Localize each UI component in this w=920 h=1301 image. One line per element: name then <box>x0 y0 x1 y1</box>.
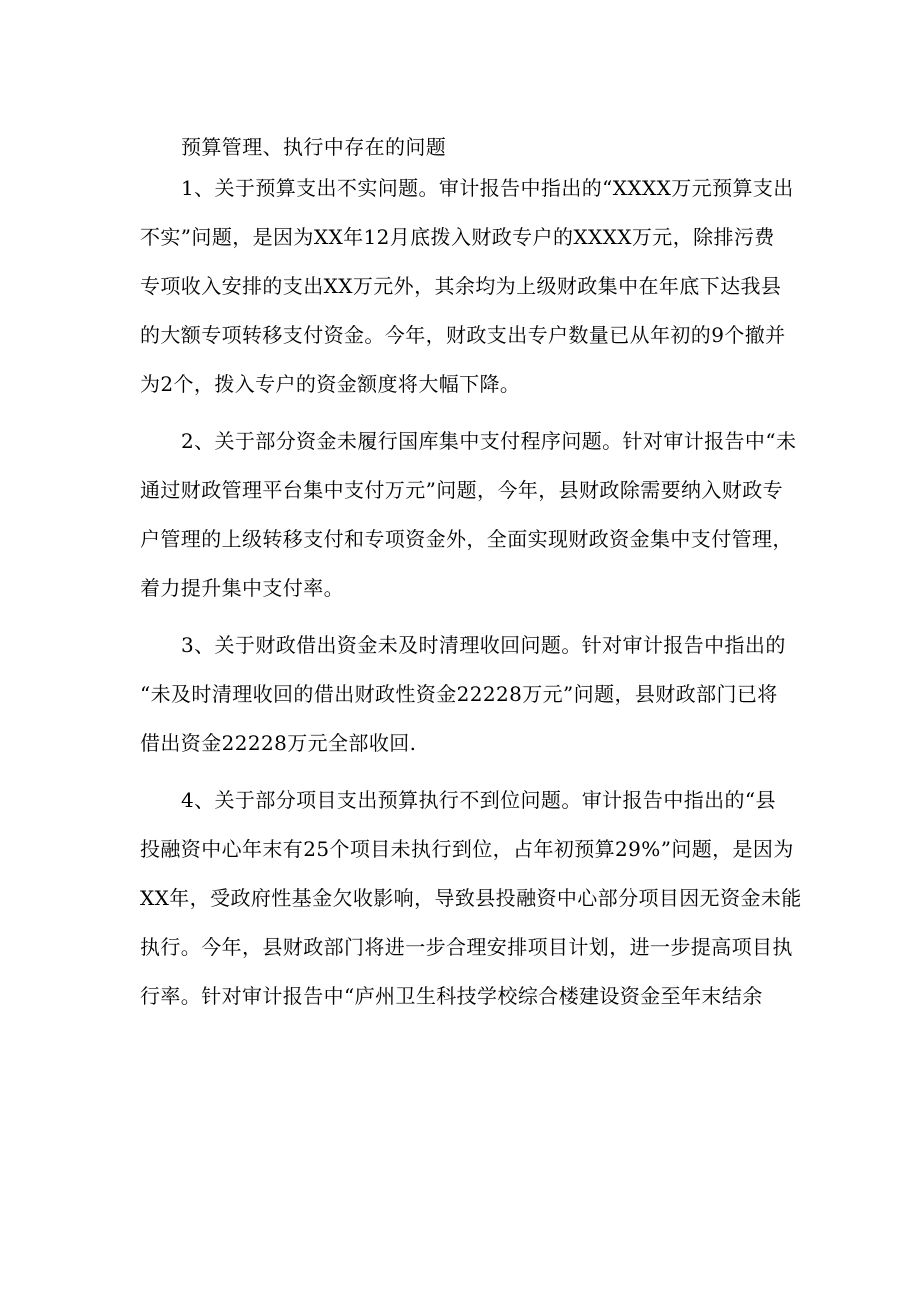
paragraph-4-line-4: 执行。今年，县财政部门将进一步合理安排项目计划，进一步提高项目执 <box>140 935 793 959</box>
paragraph-1-line-2: 不实”问题，是因为XX年12月底拨入财政专户的XXXX万元，除排污费 <box>140 225 775 249</box>
paragraph-3-line-2: “未及时清理收回的借出财政性资金22228万元”问题，县财政部门已将 <box>140 682 778 706</box>
paragraph-3-line-3: 借出资金22228万元全部收回. <box>140 731 417 755</box>
paragraph-2-line-4: 着力提升集中支付率。 <box>140 576 344 600</box>
section-heading: 预算管理、执行中存在的问题 <box>181 135 447 159</box>
paragraph-2-line-2: 通过财政管理平台集中支付万元”问题，今年，县财政除需要纳入财政专 <box>140 478 784 502</box>
paragraph-1-line-3: 专项收入安排的支出XX万元外，其余均为上级财政集中在年底下达我县 <box>140 274 782 298</box>
paragraph-2-line-1: 2、关于部分资金未履行国库集中支付程序问题。针对审计报告中“未 <box>181 429 797 453</box>
paragraph-4-line-5: 行率。针对审计报告中“庐州卫生科技学校综合楼建设资金至年末结余 <box>140 984 763 1008</box>
paragraph-2-line-3: 户管理的上级转移支付和专项资金外，全面实现财政资金集中支付管理， <box>140 527 793 551</box>
paragraph-4-line-1: 4、关于部分项目支出预算执行不到位问题。审计报告中指出的“县 <box>181 788 776 812</box>
paragraph-4-line-3: XX年，受政府性基金欠收影响，导致县投融资中心部分项目因无资金未能 <box>140 886 802 910</box>
paragraph-1-line-5: 为2个，拨入专户的资金额度将大幅下降。 <box>140 372 521 396</box>
paragraph-1-line-4: 的大额专项转移支付资金。今年，财政支出专户数量已从年初的9个撤并 <box>140 323 786 347</box>
paragraph-1-line-1: 1、关于预算支出不实问题。审计报告中指出的“XXXX万元预算支出 <box>181 176 794 200</box>
paragraph-3-line-1: 3、关于财政借出资金未及时清理收回问题。针对审计报告中指出的 <box>181 633 786 657</box>
paragraph-4-line-2: 投融资中心年末有25个项目未执行到位，占年初预算29%”问题，是因为 <box>140 837 794 861</box>
